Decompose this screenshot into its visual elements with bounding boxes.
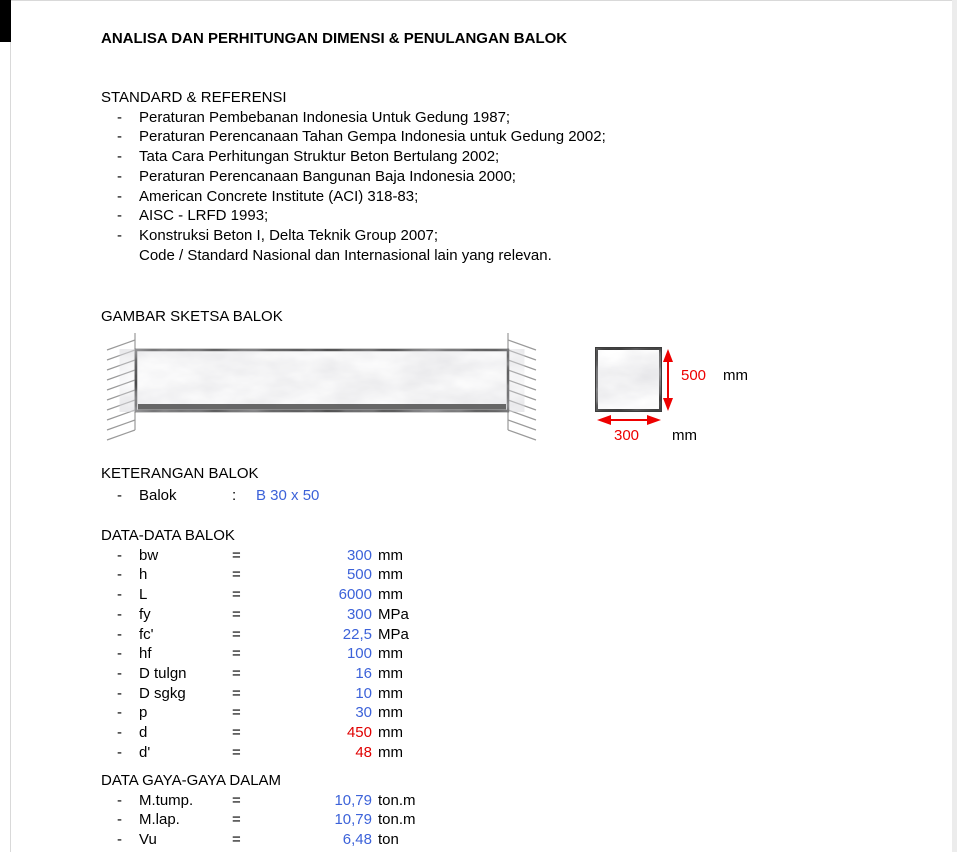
table-row	[101, 565, 409, 585]
table-row	[101, 723, 409, 743]
bullet-dash: -	[117, 704, 122, 722]
keterangan-row	[101, 486, 319, 506]
bullet-dash: -	[117, 743, 122, 761]
bullet-dash: -	[117, 187, 122, 205]
equals-sign: =	[232, 791, 241, 809]
section-width-value[interactable]: 300	[614, 427, 640, 444]
section-height-value[interactable]: 500	[681, 367, 707, 384]
table-row	[101, 791, 416, 811]
reference-text: AISC - LRFD 1993;	[139, 207, 269, 225]
corner-black-bar	[0, 0, 11, 42]
reference-item	[101, 127, 606, 147]
data-balok-heading: DATA-DATA BALOK	[101, 527, 235, 544]
row-label: D sgkg	[139, 684, 186, 702]
row-value[interactable]: 300	[346, 605, 372, 623]
bullet-dash: -	[117, 625, 122, 643]
row-value[interactable]: 10,79	[334, 811, 372, 829]
row-unit: mm	[378, 743, 403, 761]
table-row	[101, 644, 409, 664]
keterangan-heading: KETERANGAN BALOK	[101, 465, 259, 482]
table-row	[101, 703, 409, 723]
reference-text: Tata Cara Perhitungan Struktur Beton Bertulang 2002;	[139, 148, 500, 166]
row-value[interactable]: 300	[346, 546, 372, 564]
table-row	[101, 830, 416, 850]
row-unit: mm	[378, 684, 403, 702]
reference-item	[101, 167, 606, 187]
equals-sign: =	[232, 605, 241, 623]
reference-item	[101, 187, 606, 207]
equals-sign: =	[232, 831, 241, 849]
bullet-dash: -	[117, 605, 122, 623]
row-label: Vu	[139, 831, 157, 849]
row-unit: mm	[378, 645, 403, 663]
reference-text: Peraturan Perencanaan Bangunan Baja Indonesia 2000;	[139, 167, 516, 185]
bullet-dash: -	[117, 148, 122, 166]
reference-item	[101, 246, 606, 266]
gaya-dalam-section	[101, 771, 416, 850]
left-support-hatching	[107, 333, 135, 440]
reference-text: Konstruksi Beton I, Delta Teknik Group 2007;	[139, 226, 439, 244]
reference-text: Peraturan Perencanaan Tahan Gempa Indonesia untuk Gedung 2002;	[139, 128, 606, 146]
row-label: M.lap.	[139, 811, 180, 829]
bullet-dash: -	[117, 791, 122, 809]
row-label: bw	[139, 546, 159, 564]
row-label: fc'	[139, 625, 154, 643]
row-unit: ton	[378, 831, 399, 849]
reference-text: American Concrete Institute (ACI) 318-83;	[139, 187, 419, 205]
equals-sign: =	[232, 645, 241, 663]
data-balok-section	[101, 526, 409, 762]
row-unit: ton.m	[378, 811, 416, 829]
beam-cross-section	[597, 349, 661, 411]
bullet-dash: -	[117, 684, 122, 702]
row-label: fy	[139, 605, 151, 623]
equals-sign: =	[232, 625, 241, 643]
table-row	[101, 810, 416, 830]
row-value[interactable]: 6,48	[342, 831, 372, 849]
table-row	[101, 664, 409, 684]
equals-sign: =	[232, 546, 241, 564]
table-row	[101, 684, 409, 704]
bullet-dash: -	[117, 546, 122, 564]
bullet-dash: -	[117, 486, 122, 504]
equals-sign: =	[232, 684, 241, 702]
row-value[interactable]: 16	[355, 664, 372, 682]
table-row	[101, 585, 409, 605]
reference-item	[101, 206, 606, 226]
bullet-dash: -	[117, 645, 122, 663]
row-unit: mm	[378, 586, 403, 604]
page-top-border	[0, 0, 957, 1]
row-value[interactable]: 22,5	[342, 625, 372, 643]
bullet-dash: -	[117, 724, 122, 742]
gaya-dalam-heading: DATA GAYA-GAYA DALAM	[101, 772, 282, 789]
row-value[interactable]: 6000	[338, 586, 372, 604]
table-row	[101, 625, 409, 645]
bullet-dash: -	[117, 566, 122, 584]
beam-elevation	[136, 350, 508, 411]
bullet-dash: -	[117, 108, 122, 126]
row-value[interactable]: 10,79	[334, 791, 372, 809]
row-unit: mm	[378, 724, 403, 742]
bullet-dash: -	[117, 586, 122, 604]
row-unit: MPa	[378, 625, 409, 643]
row-label: h	[139, 566, 148, 584]
reference-item	[101, 108, 606, 128]
reference-item	[101, 226, 606, 246]
equals-sign: =	[232, 586, 241, 604]
row-unit: MPa	[378, 605, 409, 623]
section-height-unit: mm	[723, 367, 748, 384]
row-unit: ton.m	[378, 791, 416, 809]
bullet-dash: -	[117, 811, 122, 829]
equals-sign: =	[232, 704, 241, 722]
section-width-unit: mm	[672, 427, 697, 444]
sketch-heading: GAMBAR SKETSA BALOK	[101, 308, 283, 325]
row-unit: mm	[378, 566, 403, 584]
row-value[interactable]: 500	[346, 566, 372, 584]
row-label: L	[139, 586, 148, 604]
row-unit: mm	[378, 546, 403, 564]
bullet-dash: -	[117, 664, 122, 682]
row-value[interactable]: 10	[355, 684, 372, 702]
row-label: d	[139, 724, 148, 742]
row-label: p	[139, 704, 148, 722]
row-value[interactable]: 100	[346, 645, 372, 663]
width-dimension-arrow	[597, 415, 661, 425]
bullet-dash: -	[117, 831, 122, 849]
reference-text: Peraturan Pembebanan Indonesia Untuk Gedung 1987;	[139, 108, 511, 126]
equals-sign: =	[232, 664, 241, 682]
right-support-hatching	[508, 333, 536, 440]
equals-sign: =	[232, 724, 241, 742]
row-value[interactable]: B 30 x 50	[256, 486, 320, 504]
row-label: M.tump.	[139, 791, 194, 809]
page-title: ANALISA DAN PERHITUNGAN DIMENSI & PENULANGAN BALOK	[101, 30, 568, 47]
reference-item	[101, 147, 606, 167]
beam-sketch-figure	[0, 330, 957, 452]
bullet-dash: -	[117, 207, 122, 225]
equals-sign: =	[232, 811, 241, 829]
row-unit: mm	[378, 664, 403, 682]
row-label: hf	[139, 645, 152, 663]
row-value[interactable]: 30	[355, 704, 372, 722]
equals-sign: =	[232, 566, 241, 584]
bullet-dash: -	[117, 128, 122, 146]
table-row	[101, 605, 409, 625]
bullet-dash: -	[117, 167, 122, 185]
table-row	[101, 546, 409, 566]
row-label: Balok	[139, 486, 177, 504]
row-label: d'	[139, 743, 151, 761]
references-heading: STANDARD & REFERENSI	[101, 89, 287, 106]
equals-sign: =	[232, 743, 241, 761]
bullet-dash: -	[117, 226, 122, 244]
height-dimension-arrow	[663, 349, 673, 411]
table-row	[101, 743, 409, 763]
reference-text: Code / Standard Nasional dan Internasional lain yang relevan.	[139, 246, 552, 264]
references-section	[101, 88, 606, 265]
colon-sign: :	[232, 486, 237, 504]
row-value: 450	[346, 724, 372, 742]
keterangan-section	[101, 464, 319, 505]
row-value: 48	[355, 743, 372, 761]
row-label: D tulgn	[139, 664, 187, 682]
row-unit: mm	[378, 704, 403, 722]
